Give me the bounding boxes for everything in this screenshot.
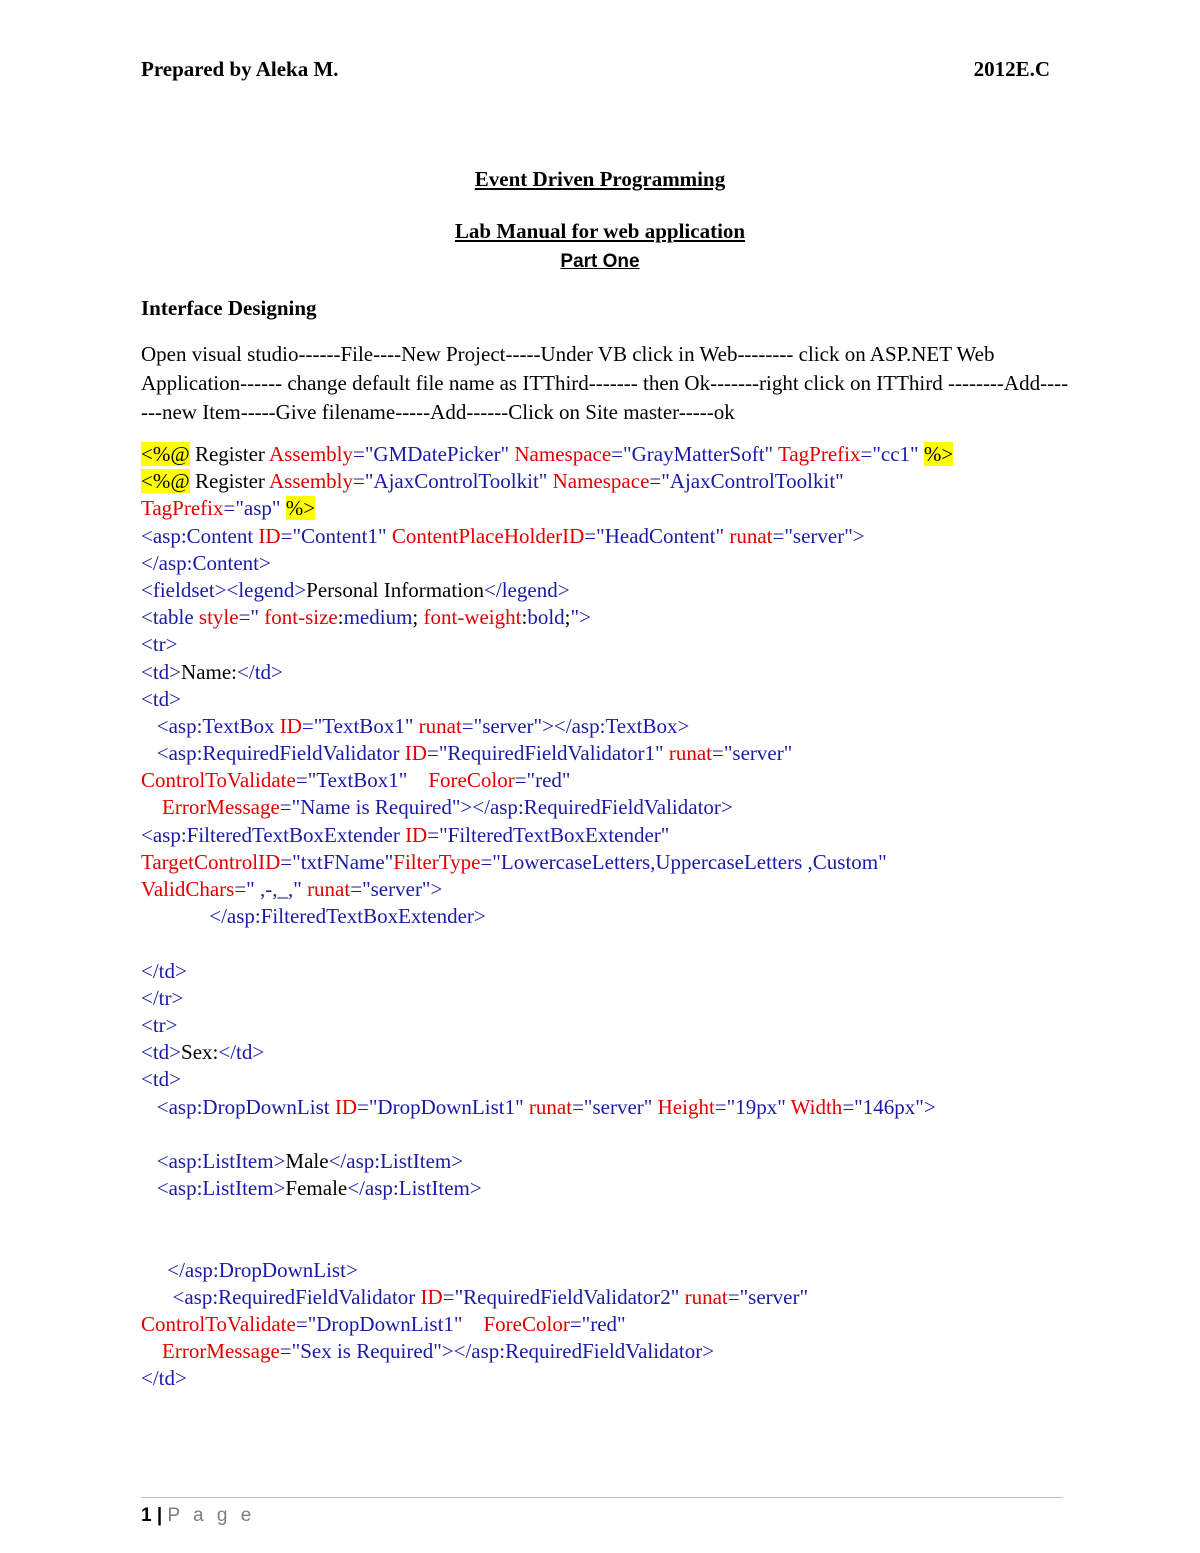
code-attr: Namespace	[509, 442, 612, 466]
code-value: "19px"	[726, 1094, 786, 1119]
code-attr: Height	[652, 1094, 715, 1119]
code-line	[141, 1175, 953, 1202]
code-attr: ErrorMessage	[162, 795, 280, 820]
code-eq: =	[295, 1312, 308, 1336]
code-attr: ID	[399, 822, 428, 847]
code-line	[141, 1066, 953, 1093]
code-attr: ID	[415, 1284, 443, 1309]
code-line	[141, 1338, 953, 1365]
code-text: Female	[285, 1176, 348, 1201]
code-tag: <asp:ListItem>	[156, 1176, 286, 1201]
code-line	[141, 958, 953, 985]
code-attr: Assembly	[269, 469, 354, 494]
code-indent	[141, 1095, 157, 1119]
code-eq: =	[350, 877, 363, 901]
code-attr: runat	[523, 1094, 573, 1119]
code-attr: font-size	[264, 605, 338, 630]
code-line	[141, 1365, 953, 1392]
code-line	[141, 876, 953, 903]
section-heading: Interface Designing	[141, 296, 317, 320]
code-tag: </td>	[237, 659, 283, 684]
code-indent	[141, 1149, 157, 1173]
code-attr: ID	[253, 523, 281, 548]
code-value: "TextBox1"	[307, 768, 408, 793]
document-subtitle: Lab Manual for web application	[454, 219, 746, 243]
code-attr: ID	[399, 741, 427, 766]
code-tag: <tr>	[141, 632, 178, 657]
code-line	[141, 604, 953, 631]
code-line	[141, 523, 953, 550]
code-eq: =	[584, 523, 597, 548]
code-value: "server"	[583, 1094, 653, 1119]
code-line	[141, 985, 953, 1012]
code-attr: ControlToValidate	[141, 1312, 296, 1336]
code-value: "server"	[739, 1284, 809, 1309]
code-tag: </asp:FilteredTextBoxExtender>	[209, 904, 486, 929]
code-tag: <td>	[141, 1040, 182, 1065]
code-tag: <table	[141, 605, 194, 630]
code-tag: <asp:RequiredFieldValidator	[156, 741, 400, 766]
code-attr: TagPrefix	[773, 442, 861, 466]
header-year: 2012E.C	[973, 57, 1050, 81]
code-punct: ;	[564, 605, 571, 630]
directive-close: %>	[285, 496, 316, 521]
code-value: "TextBox1"	[313, 713, 414, 738]
code-punct: :	[521, 605, 528, 630]
code-indent	[141, 1258, 167, 1282]
code-value: "	[250, 605, 265, 630]
code-line	[141, 1094, 953, 1121]
code-eq: =	[427, 822, 440, 847]
code-attr: ErrorMessage	[162, 1339, 280, 1364]
code-attr: Namespace	[547, 469, 650, 494]
code-value: "DropDownList1"	[307, 1312, 463, 1336]
code-line	[141, 1148, 953, 1175]
code-eq: =	[461, 713, 474, 738]
code-value: "Content1"	[292, 523, 387, 548]
code-tag: ></asp:TextBox>	[542, 713, 690, 738]
code-value: "GMDatePicker"	[364, 442, 510, 466]
code-tag: </legend>	[484, 577, 570, 602]
code-tag: <td>	[141, 1067, 182, 1092]
code-attr: ValidChars	[141, 877, 235, 901]
code-tag: </td>	[141, 958, 187, 983]
code-indent	[141, 904, 209, 928]
code-value: "AjaxControlToolkit"	[661, 469, 844, 494]
code-line	[141, 577, 953, 604]
code-value: "server"	[723, 741, 793, 766]
code-blank-line	[141, 930, 953, 957]
code-attr: Assembly	[269, 442, 354, 466]
header-author: Prepared by Aleka M.	[141, 57, 339, 81]
code-indent	[141, 714, 157, 738]
code-eq: =	[234, 877, 247, 901]
code-attr: ControlToValidate	[141, 768, 296, 793]
code-line	[141, 495, 953, 522]
code-value: "146px"	[854, 1094, 924, 1119]
code-tag: </asp:Content>	[141, 550, 271, 575]
code-value: "DropDownList1"	[368, 1094, 524, 1119]
code-value: "server"	[473, 713, 543, 738]
code-tag: </tr>	[141, 985, 184, 1010]
code-blank-line	[141, 1121, 953, 1148]
code-value: "asp"	[235, 496, 281, 521]
code-attr: ID	[274, 713, 302, 738]
code-tag: </td>	[218, 1040, 265, 1065]
code-tag: <asp:FilteredTextBoxExtender	[141, 822, 400, 847]
code-tag: </td>	[141, 1366, 187, 1391]
code-eq: =	[357, 1094, 369, 1119]
instructions-paragraph: Open visual studio------File----New Project-----Under VB click in Web-------- click on ASP.NET Web Application------ change default file name as ITThird------- then Ok-------right click on ITThird --------Add-------new Item-----Give filename-----Add------Click on Site master-----ok	[141, 342, 1069, 424]
page-footer	[141, 1505, 255, 1527]
code-line	[141, 1012, 953, 1039]
directive-at: @	[170, 442, 190, 466]
directive-at: @	[170, 469, 190, 494]
code-indent	[141, 741, 157, 765]
code-attr: TagPrefix	[141, 496, 224, 521]
code-value: "RequiredFieldValidator2"	[454, 1284, 680, 1309]
code-eq: =	[442, 1284, 455, 1309]
code-eq: =	[295, 768, 308, 793]
code-value: "LowercaseLetters,UppercaseLetters ,Custom"	[492, 849, 887, 874]
code-tag: <fieldset><legend>	[141, 577, 307, 602]
part-heading: Part One	[560, 251, 640, 272]
code-line	[141, 468, 953, 495]
code-line	[141, 903, 953, 930]
code-line	[141, 767, 953, 794]
code-text: Male	[285, 1148, 329, 1173]
code-tag: ></asp:RequiredFieldValidator>	[460, 795, 733, 820]
code-line	[141, 631, 953, 658]
page-label: P a g e	[167, 1505, 256, 1526]
code-line	[141, 659, 953, 686]
code-attr: font-weight	[423, 605, 522, 630]
code-line	[141, 849, 953, 876]
code-eq: =	[426, 741, 439, 766]
code-tag: <asp:ListItem>	[156, 1148, 286, 1173]
code-eq: =	[480, 849, 493, 874]
code-value: "GrayMatterSoft"	[623, 442, 774, 466]
code-value: "Sex is Required"	[291, 1339, 442, 1364]
code-attr: style	[193, 605, 239, 630]
code-tag: >	[852, 523, 865, 548]
directive-open: <%	[141, 442, 171, 466]
code-value: "FilteredTextBoxExtender"	[439, 822, 670, 847]
code-eq: =	[514, 768, 527, 793]
code-line	[141, 822, 953, 849]
code-indent	[141, 1285, 173, 1309]
page-number: 1	[141, 1505, 152, 1526]
code-eq: =	[842, 1094, 855, 1119]
code-attr: runat	[413, 713, 462, 738]
code-indent	[141, 1176, 157, 1200]
footer-separator: |	[151, 1505, 168, 1526]
code-tag: <asp:TextBox	[156, 713, 275, 738]
code-block	[141, 441, 953, 1393]
code-eq: =	[280, 849, 293, 874]
code-attr: runat	[724, 523, 773, 548]
code-eq: =	[301, 713, 314, 738]
code-attr: ForeColor	[407, 768, 515, 793]
code-tag: <asp:Content	[141, 523, 254, 548]
code-attr: ID	[329, 1094, 358, 1119]
directive-keyword: Register	[189, 442, 270, 466]
code-eq: =	[772, 523, 785, 548]
code-value: "red"	[581, 1312, 626, 1336]
code-value: "txtFName"	[292, 849, 394, 874]
code-value: medium	[343, 605, 413, 630]
code-eq: =	[280, 523, 293, 548]
code-tag: >	[430, 877, 443, 901]
code-text: Personal Information	[306, 577, 485, 602]
code-attr: runat	[301, 877, 351, 901]
code-eq: =	[860, 442, 873, 466]
code-tag: <tr>	[141, 1012, 178, 1037]
code-eq: =	[714, 1094, 727, 1119]
code-attr: Width	[785, 1094, 843, 1119]
code-tag: <asp:DropDownList	[156, 1094, 330, 1119]
code-eq: =	[611, 442, 624, 466]
code-value: "HeadContent"	[596, 523, 725, 548]
code-value: "server"	[362, 877, 431, 901]
code-indent	[141, 1339, 162, 1363]
code-eq: =	[223, 496, 236, 521]
code-text: Name:	[181, 659, 238, 684]
code-value: "RequiredFieldValidator1"	[438, 741, 664, 766]
code-attr: FilterType	[393, 849, 481, 874]
code-indent	[141, 795, 162, 819]
code-eq: =	[353, 442, 365, 466]
code-eq: =	[279, 795, 292, 820]
code-punct: ;	[412, 605, 424, 630]
code-value: "AjaxControlToolkit"	[364, 469, 548, 494]
code-line	[141, 1311, 953, 1338]
code-line	[141, 1284, 953, 1311]
code-eq: =	[238, 605, 251, 630]
code-eq: =	[569, 1312, 582, 1336]
code-value: "cc1"	[872, 442, 919, 466]
code-tag: >	[923, 1094, 936, 1119]
code-value: "Name is Required"	[291, 795, 461, 820]
code-eq: =	[279, 1339, 292, 1364]
code-tag: <td>	[141, 659, 182, 684]
code-blank-line	[141, 1202, 953, 1229]
code-eq: =	[572, 1094, 584, 1119]
code-value: bold	[527, 605, 565, 630]
directive-close: %>	[923, 442, 954, 466]
code-eq: =	[727, 1284, 740, 1309]
code-line	[141, 794, 953, 821]
code-tag: </asp:DropDownList>	[167, 1257, 358, 1282]
code-line	[141, 1257, 953, 1284]
code-line	[141, 441, 953, 468]
code-line	[141, 550, 953, 577]
footer-divider	[141, 1497, 1063, 1498]
code-attr: runat	[663, 741, 712, 766]
code-tag: ></asp:RequiredFieldValidator>	[441, 1339, 715, 1364]
code-line	[141, 1039, 953, 1066]
directive-keyword: Register	[189, 469, 270, 494]
code-text: Sex:	[181, 1040, 219, 1065]
code-value: "server"	[784, 523, 853, 548]
code-attr: runat	[679, 1284, 728, 1309]
code-value: "	[570, 605, 580, 630]
code-tag: </asp:ListItem>	[328, 1148, 464, 1173]
code-tag: <asp:RequiredFieldValidator	[172, 1284, 416, 1309]
code-eq: =	[711, 741, 724, 766]
document-title: Event Driven Programming	[474, 167, 726, 191]
directive-open: <%	[141, 469, 171, 494]
code-line	[141, 686, 953, 713]
code-tag: >	[579, 605, 591, 630]
code-value: "red"	[526, 768, 571, 793]
code-attr: TargetControlID	[141, 849, 281, 874]
code-attr: ForeColor	[462, 1312, 570, 1336]
code-line	[141, 740, 953, 767]
code-line	[141, 713, 953, 740]
code-attr: ContentPlaceHolderID	[386, 523, 585, 548]
code-punct: :	[337, 605, 344, 630]
code-tag: </asp:ListItem>	[347, 1176, 482, 1201]
code-value: " ,-,_,"	[246, 877, 302, 901]
code-tag: <td>	[141, 686, 182, 711]
code-blank-line	[141, 1229, 953, 1256]
code-eq: =	[353, 469, 365, 494]
code-eq: =	[649, 469, 662, 494]
